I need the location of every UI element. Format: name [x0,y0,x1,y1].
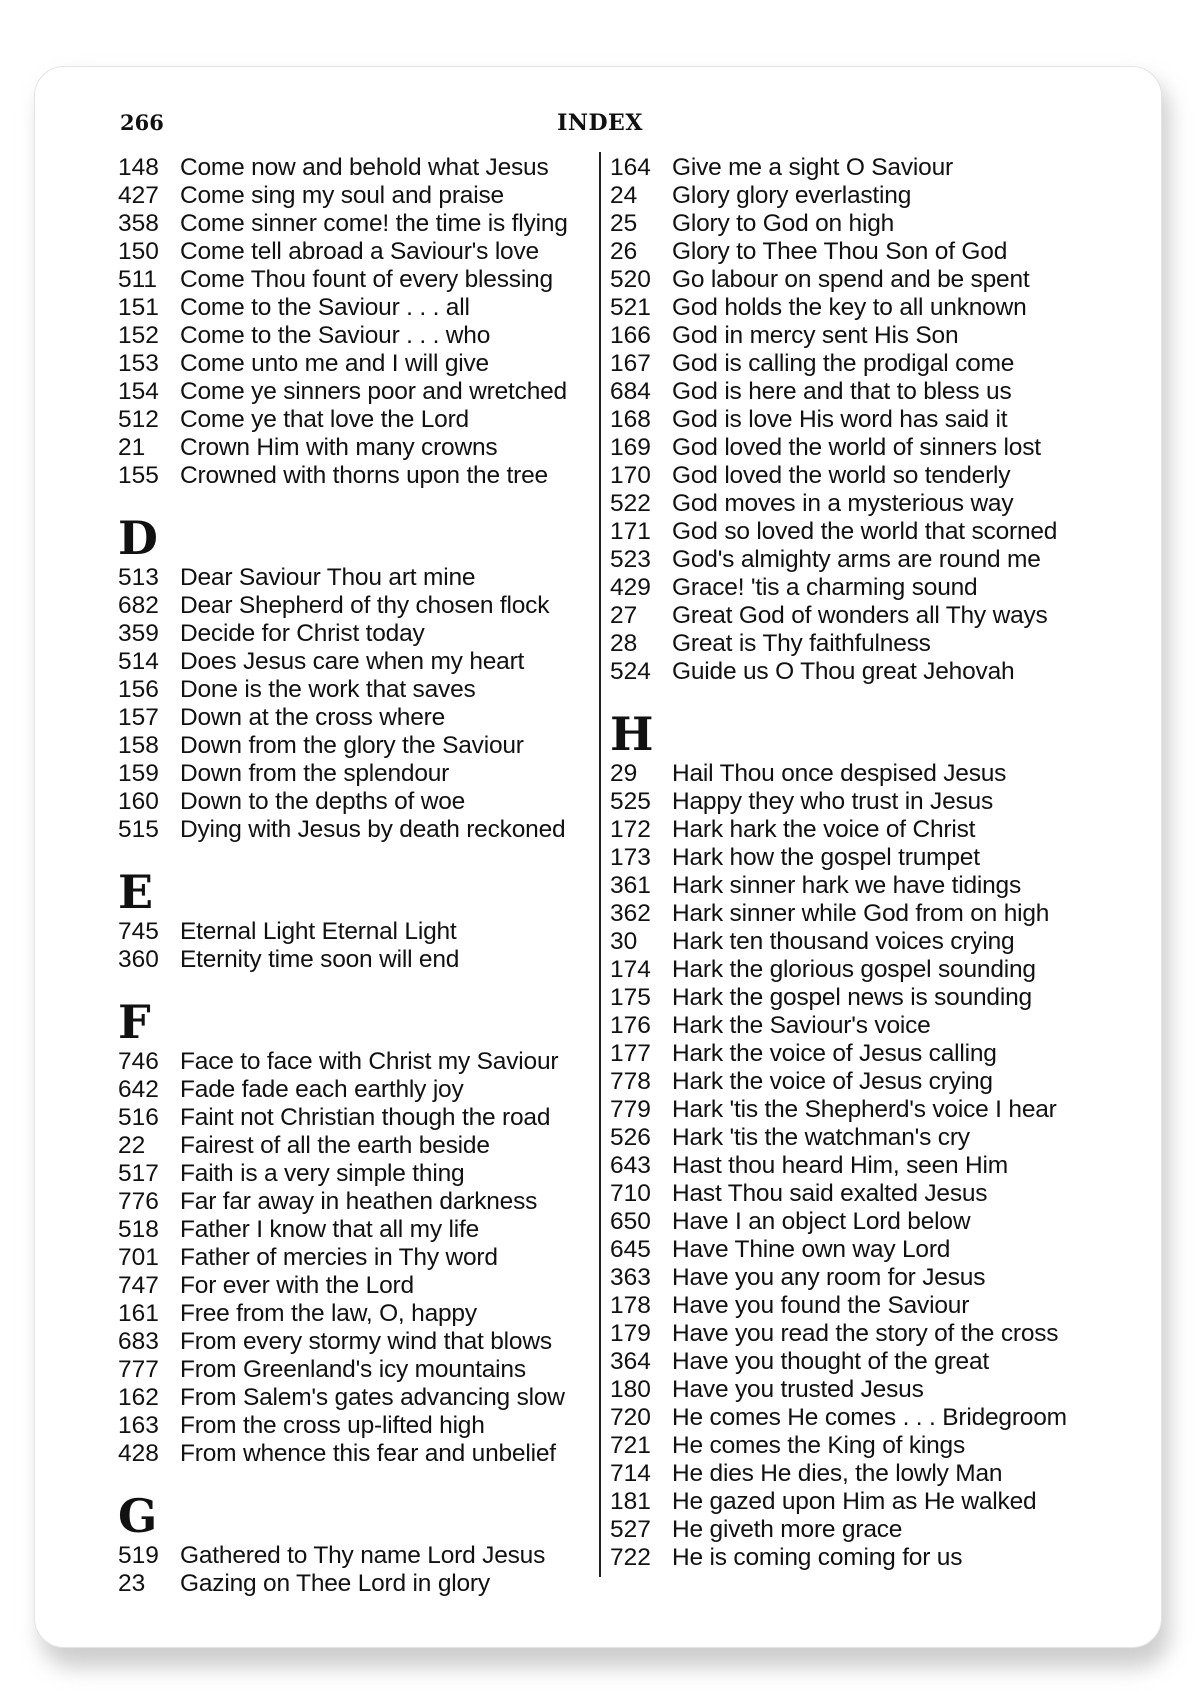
hymn-number: 524 [610,658,651,685]
hymn-title: Dear Shepherd of thy chosen flock [180,592,550,619]
hymn-number: 527 [610,1516,651,1543]
index-entry [610,434,1110,462]
hymn-number: 152 [118,322,159,349]
hymn-number: 158 [118,732,159,759]
hymn-title: He dies He dies, the lowly Man [672,1460,1003,1487]
index-entry [118,704,600,732]
index-entry [610,1152,1110,1180]
hymn-number: 682 [118,592,159,619]
hymn-title: Hark sinner hark we have tidings [672,872,1022,899]
hymn-number: 180 [610,1376,651,1403]
hymn-title: God loved the world so tenderly [672,462,1011,489]
index-entry [610,406,1110,434]
hymn-title: Dying with Jesus by death reckoned [180,816,566,843]
hymn-number: 514 [118,648,159,675]
hymn-number: 747 [118,1272,159,1299]
hymn-number: 683 [118,1328,159,1355]
hymn-title: Come sing my soul and praise [180,182,504,209]
hymn-title: Hark sinner while God from on high [672,900,1050,927]
index-entry [610,1236,1110,1264]
hymn-number: 24 [610,182,638,209]
hymn-number: 746 [118,1048,159,1075]
index-entry [118,1356,600,1384]
left-column [118,154,600,1598]
hymn-number: 519 [118,1542,159,1569]
index-entry [610,1404,1110,1432]
hymn-title: God is calling the prodigal come [672,350,1015,377]
index-entry [610,1292,1110,1320]
hymn-title: God holds the key to all unknown [672,294,1027,321]
hymn-number: 428 [118,1440,159,1467]
hymn-title: Have you thought of the great [672,1348,990,1375]
hymn-title: Father of mercies in Thy word [180,1244,498,1271]
hymn-number: 148 [118,154,159,181]
hymn-number: 168 [610,406,651,433]
index-entry [118,266,600,294]
index-entry [610,1376,1110,1404]
hymn-title: Dear Saviour Thou art mine [180,564,476,591]
hymn-number: 359 [118,620,159,647]
hymn-number: 710 [610,1180,651,1207]
hymn-title: Down from the splendour [180,760,450,787]
hymn-title: Hark 'tis the watchman's cry [672,1124,970,1151]
hymn-number: 176 [610,1012,651,1039]
hymn-number: 22 [118,1132,146,1159]
hymn-number: 28 [610,630,638,657]
hymn-title: For ever with the Lord [180,1272,414,1299]
hymn-number: 362 [610,900,651,927]
right-column [610,154,1110,1572]
hymn-title: Go labour on spend and be spent [672,266,1030,293]
hymn-number: 174 [610,956,651,983]
hymn-number: 155 [118,462,159,489]
hymn-number: 523 [610,546,651,573]
hymn-number: 521 [610,294,651,321]
hymn-number: 29 [610,760,638,787]
hymn-title: Have Thine own way Lord [672,1236,951,1263]
index-entry [118,1104,600,1132]
hymn-title: God moves in a mysterious way [672,490,1014,517]
hymn-title: Father I know that all my life [180,1216,480,1243]
index-entry [118,1300,600,1328]
hymn-number: 27 [610,602,638,629]
hymn-number: 153 [118,350,159,377]
hymn-number: 177 [610,1040,651,1067]
hymn-title: Down at the cross where [180,704,446,731]
hymn-title: Hast Thou said exalted Jesus [672,1180,988,1207]
hymn-title: Come ye that love the Lord [180,406,469,433]
hymn-title: Hark ten thousand voices crying [672,928,1015,955]
index-entry [610,630,1110,658]
section-letter: E [118,865,154,919]
index-entry [610,1488,1110,1516]
hymn-number: 358 [118,210,159,237]
hymn-title: Hark 'tis the Shepherd's voice I hear [672,1096,1057,1123]
hymn-title: Fairest of all the earth beside [180,1132,490,1159]
hymn-title: God so loved the world that scorned [672,518,1058,545]
hymn-title: God is love His word has said it [672,406,1008,433]
hymn-title: Come to the Saviour . . . all [180,294,470,321]
hymn-title: He giveth more grace [672,1516,903,1543]
hymn-title: From Greenland's icy mountains [180,1356,526,1383]
index-entry [118,294,600,322]
index-entry [610,1320,1110,1348]
hymn-number: 173 [610,844,651,871]
hymn-title: Hark the voice of Jesus crying [672,1068,993,1095]
hymn-number: 172 [610,816,651,843]
index-entry [610,1432,1110,1460]
index-section [118,844,600,974]
hymn-number: 645 [610,1236,651,1263]
hymn-number: 175 [610,984,651,1011]
hymn-title: Come now and behold what Jesus [180,154,549,181]
hymn-title: Far far away in heathen darkness [180,1188,538,1215]
hymn-title: Down from the glory the Saviour [180,732,524,759]
hymn-number: 156 [118,676,159,703]
hymn-title: Free from the law, O, happy [180,1300,477,1327]
hymn-number: 361 [610,872,651,899]
index-entry [118,210,600,238]
index-entry [118,1440,600,1468]
hymn-number: 701 [118,1244,159,1271]
index-entry [610,378,1110,406]
hymn-title: Hark the gospel news is sounding [672,984,1032,1011]
index-entry [118,620,600,648]
hymn-title: Hark the Saviour's voice [672,1012,931,1039]
hymn-title: Grace! 'tis a charming sound [672,574,978,601]
index-entry [610,182,1110,210]
index-entry [610,490,1110,518]
hymn-title: Faint not Christian though the road [180,1104,551,1131]
index-entry [610,518,1110,546]
index-entry [610,462,1110,490]
hymn-title: Come tell abroad a Saviour's love [180,238,539,265]
hymn-title: Crowned with thorns upon the tree [180,462,548,489]
hymn-number: 643 [610,1152,651,1179]
hymn-number: 642 [118,1076,159,1103]
hymn-title: Glory to Thee Thou Son of God [672,238,1008,265]
index-entry [118,406,600,434]
index-entry [118,154,600,182]
hymn-title: Hark how the gospel trumpet [672,844,980,871]
index-entry [610,602,1110,630]
hymn-number: 745 [118,918,159,945]
hymn-number: 721 [610,1432,651,1459]
hymn-number: 151 [118,294,159,321]
hymn-number: 516 [118,1104,159,1131]
index-entry [610,1096,1110,1124]
hymn-title: Glory to God on high [672,210,895,237]
index-entry [118,592,600,620]
hymn-number: 150 [118,238,159,265]
running-head [120,110,1080,142]
hymn-title: From the cross up-lifted high [180,1412,485,1439]
index-entry [118,462,600,490]
hymn-title: Gathered to Thy name Lord Jesus [180,1542,546,1569]
hymn-number: 684 [610,378,651,405]
index-section [610,686,1110,1572]
hymn-title: He gazed upon Him as He walked [672,1488,1037,1515]
hymn-title: Hail Thou once despised Jesus [672,760,1007,787]
hymn-number: 26 [610,238,638,265]
index-entry [118,238,600,266]
hymn-title: Faith is a very simple thing [180,1160,465,1187]
hymn-title: Decide for Christ today [180,620,425,647]
hymn-number: 511 [118,266,158,293]
index-entry [118,816,600,844]
hymn-number: 518 [118,1216,159,1243]
index-entry [118,322,600,350]
index-entry [610,872,1110,900]
hymn-title: He is coming coming for us [672,1544,963,1571]
index-entry [118,1328,600,1356]
section-letter: D [118,511,158,565]
hymn-number: 171 [610,518,651,545]
hymn-number: 778 [610,1068,651,1095]
hymn-number: 722 [610,1544,651,1571]
hymn-number: 429 [610,574,651,601]
hymn-number: 169 [610,434,651,461]
hymn-number: 157 [118,704,159,731]
hymn-title: Come ye sinners poor and wretched [180,378,567,405]
column-divider [599,152,601,1577]
hymn-title: Glory glory everlasting [672,182,912,209]
hymn-title: Hast thou heard Him, seen Him [672,1152,1008,1179]
index-entry [610,928,1110,956]
index-entry [610,658,1110,686]
hymn-title: Come unto me and I will give [180,350,489,377]
hymn-title: Hark the voice of Jesus calling [672,1040,997,1067]
hymn-number: 512 [118,406,159,433]
hymn-number: 360 [118,946,159,973]
hymn-title: Crown Him with many crowns [180,434,498,461]
hymn-title: Down to the depths of woe [180,788,466,815]
hymn-title: From every stormy wind that blows [180,1328,552,1355]
hymn-number: 520 [610,266,651,293]
hymn-number: 167 [610,350,651,377]
hymn-number: 181 [610,1488,651,1515]
hymn-number: 515 [118,816,159,843]
index-entry [118,1542,600,1570]
hymn-number: 164 [610,154,651,181]
index-entry [610,546,1110,574]
hymn-number: 650 [610,1208,651,1235]
index-entry [118,1132,600,1160]
index-entry [610,322,1110,350]
index-entry [118,1384,600,1412]
hymn-title: Eternity time soon will end [180,946,460,973]
hymn-title: Come to the Saviour . . . who [180,322,491,349]
hymn-number: 776 [118,1188,159,1215]
index-entry [118,564,600,592]
index-entries [118,154,600,490]
index-entry [610,760,1110,788]
hymn-title: From whence this fear and unbelief [180,1440,556,1467]
hymn-number: 160 [118,788,159,815]
index-entry [610,266,1110,294]
index-entry [118,1244,600,1272]
index-entry [610,210,1110,238]
index-section [118,974,600,1468]
index-entry [118,676,600,704]
hymn-number: 154 [118,378,159,405]
index-entry [118,1570,600,1598]
index-entry [610,816,1110,844]
hymn-number: 517 [118,1160,159,1187]
index-section [118,1468,600,1598]
hymn-number: 161 [118,1300,159,1327]
hymn-number: 720 [610,1404,651,1431]
hymn-title: Come sinner come! the time is flying [180,210,568,237]
hymn-number: 166 [610,322,651,349]
index-entry [118,918,600,946]
index-entry [118,1160,600,1188]
hymn-number: 25 [610,210,638,237]
index-entry [610,1124,1110,1152]
index-title: INDEX [557,110,643,136]
index-entry [118,946,600,974]
index-entry [610,1544,1110,1572]
hymn-number: 363 [610,1264,651,1291]
index-entry [118,1076,600,1104]
page-number: 266 [120,110,164,135]
hymn-number: 777 [118,1356,159,1383]
index-entry [610,1460,1110,1488]
hymn-title: Face to face with Christ my Saviour [180,1048,559,1075]
index-entry [118,1048,600,1076]
hymn-title: Guide us O Thou great Jehovah [672,658,1015,685]
hymn-number: 513 [118,564,159,591]
hymn-number: 30 [610,928,638,955]
index-entry [118,1272,600,1300]
index-entry [610,574,1110,602]
hymn-title: Give me a sight O Saviour [672,154,953,181]
hymn-title: Gazing on Thee Lord in glory [180,1570,490,1597]
index-entry [610,154,1110,182]
index-entry [610,984,1110,1012]
hymn-number: 163 [118,1412,159,1439]
index-entry [118,1188,600,1216]
hymn-title: God is here and that to bless us [672,378,1012,405]
index-entry [118,760,600,788]
index-entry [610,956,1110,984]
hymn-number: 21 [118,434,146,461]
index-entry [610,294,1110,322]
hymn-number: 779 [610,1096,651,1123]
hymn-title: Hark the glorious gospel sounding [672,956,1036,983]
hymn-title: Come Thou fount of every blessing [180,266,553,293]
hymn-number: 522 [610,490,651,517]
hymn-title: Fade fade each earthly joy [180,1076,464,1103]
hymn-title: Great God of wonders all Thy ways [672,602,1048,629]
index-entry [118,788,600,816]
index-entry [610,788,1110,816]
index-entry [610,1180,1110,1208]
index-entry [610,1516,1110,1544]
hymn-title: He comes the King of kings [672,1432,966,1459]
index-entry [118,350,600,378]
hymn-number: 178 [610,1292,651,1319]
section-letter: G [118,1489,158,1543]
hymn-title: Hark hark the voice of Christ [672,816,976,843]
hymn-title: Have you trusted Jesus [672,1376,924,1403]
index-entry [118,648,600,676]
index-entry [118,1216,600,1244]
hymn-title: God's almighty arms are round me [672,546,1041,573]
hymn-title: He comes He comes . . . Bridegroom [672,1404,1067,1431]
index-entry [610,1012,1110,1040]
hymn-title: Great is Thy faithfulness [672,630,931,657]
index-entry [610,844,1110,872]
hymn-number: 23 [118,1570,146,1597]
index-entry [610,1264,1110,1292]
index-entry [118,1412,600,1440]
section-letter: F [118,995,151,1049]
index-entries [610,154,1110,686]
hymn-number: 525 [610,788,651,815]
hymn-title: Does Jesus care when my heart [180,648,525,675]
section-letter: H [610,707,654,761]
index-entry [610,350,1110,378]
index-entry [610,1040,1110,1068]
hymn-title: Done is the work that saves [180,676,476,703]
hymn-number: 162 [118,1384,159,1411]
index-entry [118,732,600,760]
index-entry [610,1208,1110,1236]
hymn-title: Have I an object Lord below [672,1208,971,1235]
hymn-title: God loved the world of sinners lost [672,434,1041,461]
index-entry [610,900,1110,928]
hymn-title: Eternal Light Eternal Light [180,918,457,945]
index-section [118,490,600,844]
hymn-title: From Salem's gates advancing slow [180,1384,565,1411]
index-entry [610,1068,1110,1096]
hymn-title: Have you read the story of the cross [672,1320,1059,1347]
index-entry [118,378,600,406]
hymn-number: 170 [610,462,651,489]
hymn-number: 179 [610,1320,651,1347]
index-entry [118,434,600,462]
hymn-title: Have you any room for Jesus [672,1264,986,1291]
hymn-title: God in mercy sent His Son [672,322,959,349]
index-entry [610,238,1110,266]
hymn-number: 714 [610,1460,651,1487]
hymn-number: 364 [610,1348,651,1375]
index-entry [118,182,600,210]
hymn-title: Happy they who trust in Jesus [672,788,994,815]
index-entry [610,1348,1110,1376]
hymn-number: 427 [118,182,159,209]
hymn-number: 526 [610,1124,651,1151]
hymn-title: Have you found the Saviour [672,1292,970,1319]
hymn-number: 159 [118,760,159,787]
